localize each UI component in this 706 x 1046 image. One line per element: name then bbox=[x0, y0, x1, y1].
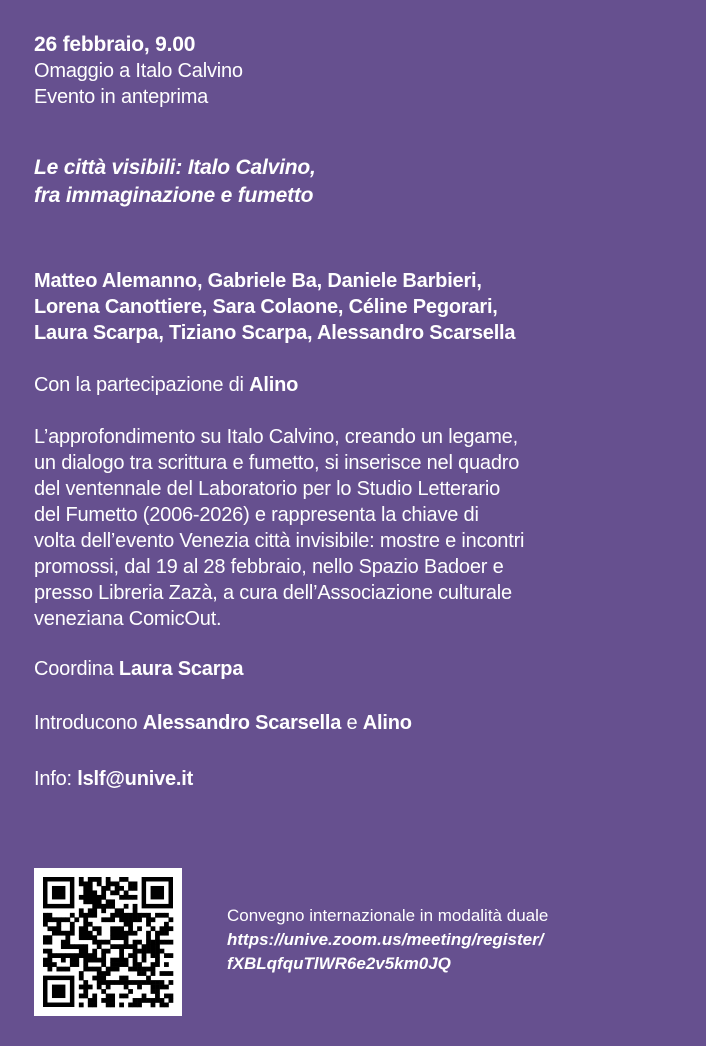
coordinator-prefix: Coordina bbox=[34, 658, 119, 680]
event-subtitle: Omaggio a Italo Calvino bbox=[34, 60, 243, 82]
description-line: presso Libreria Zazà, a cura dell’Associazione culturale bbox=[34, 582, 512, 604]
footer bbox=[227, 904, 548, 976]
description-line: volta dell’evento Venezia città invisibile: mostre e incontri bbox=[34, 530, 525, 552]
introducers bbox=[34, 710, 412, 736]
info bbox=[34, 766, 193, 792]
description-line: promossi, dal 19 al 28 febbraio, nello Spazio Badoer e bbox=[34, 556, 504, 578]
qr-code-graphic bbox=[34, 868, 182, 1016]
registration-link-line-2[interactable]: fXBLqfquTlWR6e2v5km0JQ bbox=[227, 954, 451, 973]
description-line: del Fumetto (2006-2026) e rappresenta la chiave di bbox=[34, 504, 479, 526]
speakers-list bbox=[34, 268, 515, 346]
introducers-joiner: e bbox=[341, 712, 363, 734]
title-line-1: Le città visibili: Italo Calvino, bbox=[34, 156, 316, 179]
introducers-prefix: Introducono bbox=[34, 712, 143, 734]
event-title bbox=[34, 154, 316, 210]
participation-name: Alino bbox=[249, 374, 299, 396]
event-preview-label: Evento in anteprima bbox=[34, 86, 209, 108]
introducer-name-2: Alino bbox=[362, 712, 412, 734]
speakers-line: Matteo Alemanno, Gabriele Ba, Daniele Barbieri, bbox=[34, 270, 482, 292]
speakers-line: Lorena Canottiere, Sara Colaone, Céline Pegorari, bbox=[34, 296, 498, 318]
participation-prefix: Con la partecipazione di bbox=[34, 374, 250, 396]
footer-text: Convegno internazionale in modalità duale bbox=[227, 906, 549, 925]
introducer-name-1: Alessandro Scarsella bbox=[142, 712, 342, 734]
participation bbox=[34, 372, 298, 398]
description bbox=[34, 424, 524, 632]
info-email[interactable]: lslf@unive.it bbox=[77, 768, 194, 790]
event-date: 26 febbraio, 9.00 bbox=[34, 33, 196, 56]
info-prefix: Info: bbox=[34, 768, 78, 790]
qr-code bbox=[34, 868, 182, 1016]
title-line-2: fra immaginazione e fumetto bbox=[34, 184, 314, 207]
coordinator bbox=[34, 656, 243, 682]
coordinator-name: Laura Scarpa bbox=[118, 658, 244, 680]
event-header bbox=[34, 32, 243, 110]
registration-link-line-1[interactable]: https://unive.zoom.us/meeting/register/ bbox=[227, 930, 544, 949]
description-line: del ventennale del Laboratorio per lo Studio Letterario bbox=[34, 478, 500, 500]
description-line: veneziana ComicOut. bbox=[34, 608, 222, 630]
description-line: un dialogo tra scrittura e fumetto, si inserisce nel quadro bbox=[34, 452, 520, 474]
description-line: L’approfondimento su Italo Calvino, creando un legame, bbox=[34, 426, 518, 448]
speakers-line: Laura Scarpa, Tiziano Scarpa, Alessandro Scarsella bbox=[34, 322, 516, 344]
